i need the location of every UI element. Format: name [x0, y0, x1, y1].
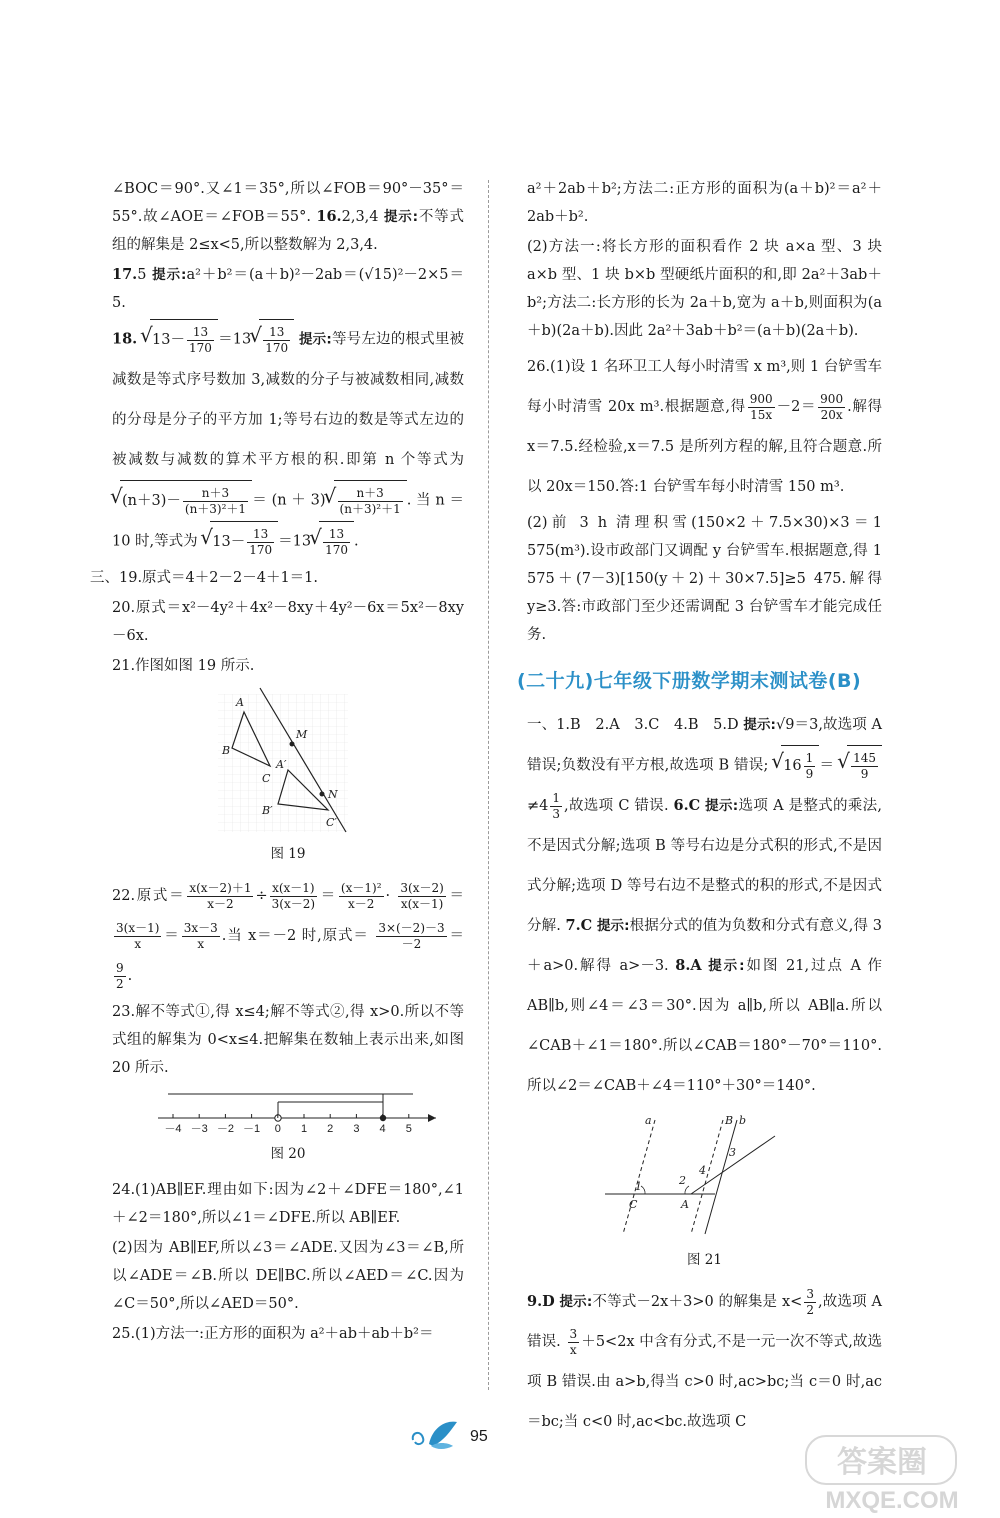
number-line-tick-label: －2: [216, 1123, 234, 1135]
fig19-label-N: N: [328, 788, 338, 801]
q23: 23.解不等式①,得 x≤4;解不等式②,得 x>0.所以不等式组的解集为 0<x≤4.把解集在数轴上表示出来,如图 20 所示.: [112, 1004, 464, 1076]
fig19-label-C-prime: C′: [326, 816, 337, 829]
watermark-logo: [800, 1430, 990, 1514]
number-line-tick-label: 3: [353, 1123, 360, 1135]
q24-part1: 24.(1)AB∥EF.理由如下:因为∠2＋∠DFE＝180°,∠1＋∠2＝180°,所以∠1＝∠DFE.所以 AB∥EF.: [112, 1182, 464, 1226]
watermark-logo-icon: [800, 1430, 990, 1514]
fig19-label-A-prime: A′: [276, 758, 287, 771]
number-line: [138, 1088, 438, 1136]
figure-21-caption: 图 21: [687, 1252, 722, 1268]
left-column: [90, 175, 465, 1350]
q25-part1: 25.(1)方法一:正方形的面积为 a²＋ab＋ab＋b²＝: [112, 1326, 434, 1342]
figure-20-caption: 图 20: [270, 1146, 306, 1162]
q17: 17.5 提示:a²＋b²＝(a＋b)²－2ab＝(√15)²－2×5＝5.: [112, 266, 464, 311]
page-number: 95: [470, 1428, 488, 1445]
fig21-label-4: 4: [698, 1164, 706, 1177]
svg-text:MXQE.COM: MXQE.COM: [825, 1487, 959, 1514]
number-line-tick-label: 2: [327, 1123, 334, 1135]
number-line-tick-label: －4: [164, 1123, 182, 1135]
column-divider: [488, 180, 489, 1390]
q21: 21.作图如图 19 所示.: [112, 658, 255, 674]
fig21-label-2: 2: [678, 1174, 686, 1187]
q25-cont: a²＋2ab＋b²;方法二:正方形的面积为(a＋b)²＝a²＋2ab＋b².: [527, 181, 882, 225]
q1-5: 一、1.B 2.A 3.C 4.B 5.D 提示:√9＝3,故选项 A 错误;负数没有平方根,故选项 B 错误; √ 16 $\frac{1}{9}$ ＝ √ $\frac{145}{9}$ ≠4 $\frac{1}{3}$ ,故选项 C 错误. 6.C 提示:选项 A 是整式的乘法,不是因式分解;选项 B 等号右边是分式积的形式,不是因式分解;选项 D 等号右边不是整式的积的形式,不是因式分解. 7.C 提示:根据分式的值为负数和分式有意义,得 3＋a>0.解得 a>－3. 8.A 提示:如图 21,过点 A 作 AB∥b,则∠4＝∠3＝30°.因为 a∥b,所以 AB∥a.所以∠CAB＋∠1＝180°.所以∠CAB＝180°－70°＝110°.所以∠2＝∠CAB＋∠4＝110°＋30°＝140°.: [527, 705, 882, 1106]
q24-part2: (2)因为 AB∥EF,所以∠3＝∠ADE.又因为∠3＝∠B,所以∠ADE＝∠B.所以 DE∥BC.所以∠AED＝∠C.因为∠C＝50°,所以∠AED＝50°.: [112, 1240, 464, 1312]
fig21-label-A: A: [680, 1198, 689, 1211]
fig21-label-3: 3: [728, 1146, 736, 1159]
figure-20: [138, 1088, 438, 1136]
number-line-tick-label: －1: [243, 1123, 261, 1135]
fig19-label-M: M: [296, 728, 308, 741]
fig21-label-B: B: [724, 1114, 733, 1127]
number-line-tick-label: 1: [300, 1123, 308, 1135]
fig21-label-C: C: [628, 1198, 637, 1211]
q9: 9.D 提示:不等式－2x＋3>0 的解集是 x< $\frac{3}{2}$ ,故选项 A 错误. $\frac{3}{x}$ ＋5<2x 中含有分式,不是一元一次不等式,故选项 B 错误.由 a>b,得当 c>0 时,ac>bc;当 c＝0 时,ac＝bc;当 c<0 时,ac<bc.故选项 C: [527, 1286, 883, 1430]
q26-part2: (2)前 3 h 清理积雪(150×2＋7.5×30)×3＝1 575(m³).设市政部门又调配 y 台铲雪车.根据题意,得 1 575＋(7－3)[150(y＋2)＋30×7.5]≥5 475.解得 y≥3.答:市政部门至少还需调配 3 台铲雪车才能完成任务.: [527, 515, 882, 643]
fig21-label-b: b: [738, 1114, 746, 1127]
figure-21: [605, 1112, 805, 1242]
section-title: (二十九)七年级下册数学期末测试卷(B): [517, 670, 862, 692]
fig21-label-a: a: [644, 1114, 652, 1127]
svg-text:答案圈: 答案圈: [837, 1445, 927, 1480]
left-para-1: ∠BOC＝90°.又∠1＝35°,所以∠FOB＝90°－35°＝55°.故∠AOE＝∠FOB＝55°. 16.2,3,4 提示:不等式组的解集是 2≤x<5,所以整数解为 2,3,4.: [112, 181, 464, 253]
q22: 22.原式＝ $\frac{x(x-2)+1}{x-2}$ ÷ $\frac{x(x-1)}{3(x-2)}$ ＝ $\frac{\text{(x－1)²}}{x-2}$ · $\frac{3(x-2)}{x(x-1)}$ ＝ $\frac{3(x-1)}{x}$ ＝ $\frac{3x-3}{x}$ .当 x＝－2 时,原式＝ $\frac{3\times(-2)-3}{-2}$ ＝ $\frac{9}{2}$ .: [112, 880, 465, 991]
q19: 三、19.原式＝4＋2－2－4＋1＝1.: [90, 570, 319, 586]
fig19-label-B-prime: B′: [262, 804, 273, 817]
number-line-tick-label: 5: [405, 1123, 412, 1135]
q25-part2: (2)方法一:将长方形的面积看作 2 块 a×a 型、3 块 a×b 型、1 块 b×b 型硬纸片面积的和,即 2a²＋3ab＋b²;方法二:长方形的长为 2a＋b,宽为 a＋b,则面积为(a＋b)(2a＋b).因此 2a²＋3ab＋b²＝(a＋b)(2a＋b).: [527, 239, 882, 339]
number-line-tick-label: 0: [274, 1123, 281, 1135]
fig21-label-1: 1: [634, 1180, 642, 1193]
figure-19-diagram: [208, 686, 368, 836]
q18: 18. √ 13－ $\frac{13}{170}$ ＝13 √ $\frac{13}{170}$ 提示:等号左边的根式里被减数是等式序号数加 3,减数的分子与被减数相同,减数的分母是分子的平方加 1;等号右边的数是等式左边的被减数与减数的算术平方根的积.即第 n 个等式为 √ (n＋3)－ $\frac{n+3}{\text{(n＋3)²＋1}}$ ＝ (n ＋ 3) √ $\frac{n+3}{\text{(n＋3)²＋1}}$ . 当 n ＝ 10 时,等式为 √ 13－ $\frac{13}{170}$ ＝13 √ $\frac{13}{170}$ .: [112, 319, 464, 562]
figure-21-diagram: [605, 1112, 805, 1242]
right-column: [517, 175, 883, 1444]
q20: 20.原式＝x²－4y²＋4x²－8xy＋4y²－6x＝5x²－8xy－6x.: [112, 600, 464, 644]
sqrt-expr: √ 13－ $\frac{13}{170}$: [150, 319, 218, 360]
fig19-label-B: B: [222, 744, 231, 757]
number-line-tick-label: －3: [190, 1123, 208, 1135]
figure-19-caption: 图 19: [270, 846, 306, 862]
q26-part1: 26.(1)设 1 名环卫工人每小时清雪 x m³,则 1 台铲雪车每小时清雪 20x m³.根据题意,得 $\frac{900}{15x}$ －2＝ $\frac{900}{20x}$ .解得 x＝7.5.经检验,x＝7.5 是所列方程的解,且符合题意.所以 20x＝150.答:1 台铲雪车每小时清雪 150 m³.: [527, 359, 882, 495]
number-line-tick-label: 4: [379, 1123, 386, 1135]
fig19-label-C: C: [262, 772, 271, 785]
fig19-label-A: A: [236, 696, 244, 709]
butterfly-ornament-icon: [407, 1418, 463, 1452]
figure-19: [208, 686, 368, 836]
